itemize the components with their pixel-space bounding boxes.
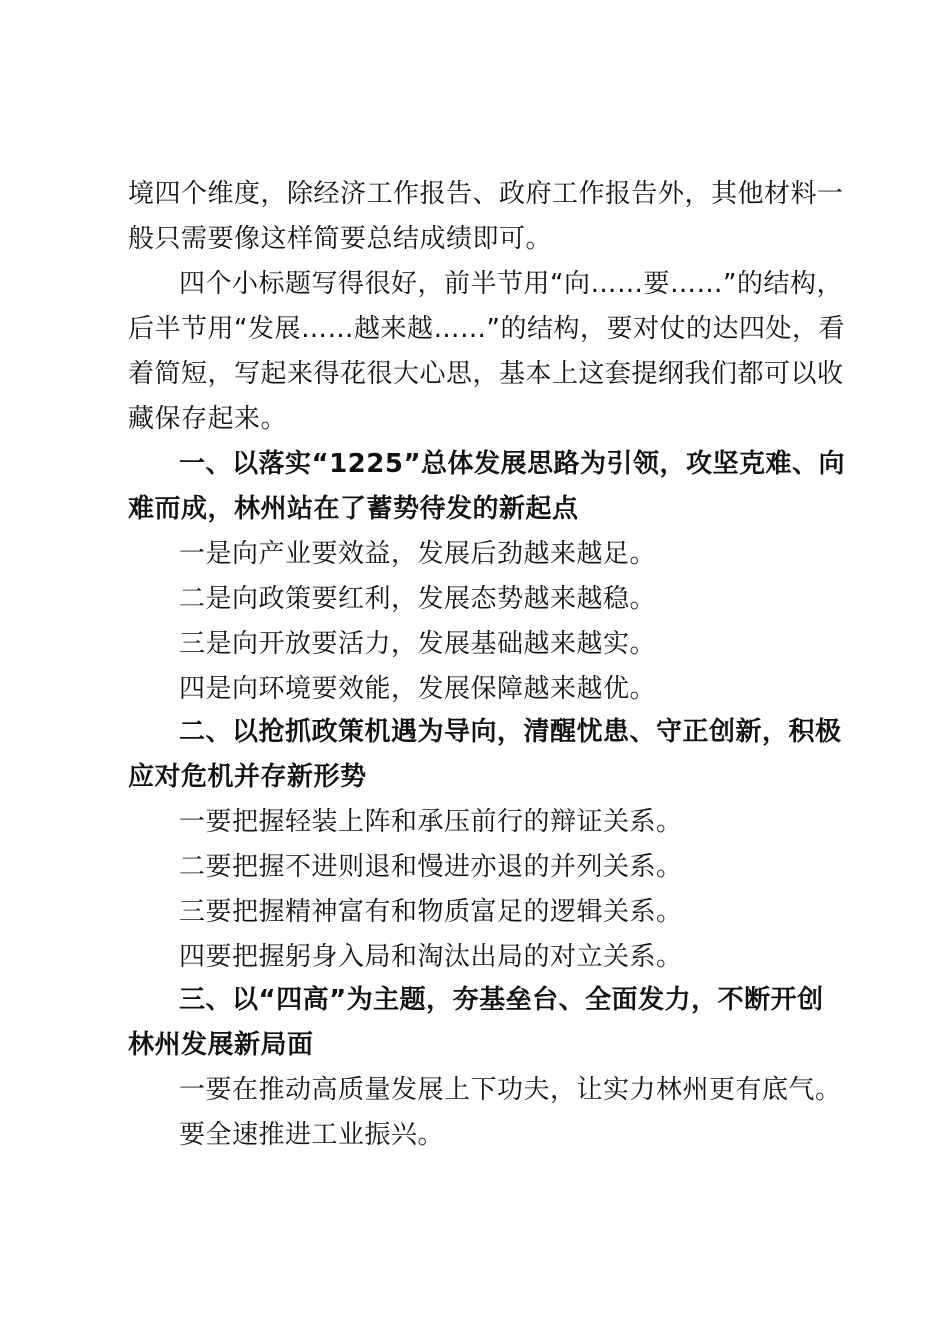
list-item: 要全速推进工业振兴。 <box>179 1120 445 1150</box>
list-item: 一是向产业要效益，发展后劲越来越足。 <box>179 539 657 569</box>
list-item: 一要在推动高质量发展上下功夫，让实力林州更有底气。 <box>179 1075 842 1105</box>
paragraph-line: 般只需要像这样简要总结成绩即可。 <box>128 224 553 254</box>
paragraph-line: 藏保存起来。 <box>128 404 288 434</box>
paragraph-line: 境四个维度，除经济工作报告、政府工作报告外，其他材料一 <box>128 179 844 209</box>
paragraph-line: 后半节用“发展……越来越……”的结构，要对仗的达四处，看 <box>128 314 845 344</box>
list-item: 二要把握不进则退和慢进亦退的并列关系。 <box>179 852 683 882</box>
list-item: 四要把握躬身入局和淘汰出局的对立关系。 <box>179 942 683 972</box>
list-item: 四是向环境要效能，发展保障越来越优。 <box>179 674 657 704</box>
section-heading-2: 二、以抢抓政策机遇为导向，清醒忧患、守正创新，积极 <box>179 717 842 747</box>
list-item: 三是向开放要活力，发展基础越来越实。 <box>179 629 657 659</box>
list-item: 二是向政策要红利，发展态势越来越稳。 <box>179 584 657 614</box>
section-heading-3-cont: 林州发展新局面 <box>128 1030 314 1060</box>
section-heading-2-cont: 应对危机并存新形势 <box>128 762 367 792</box>
section-heading-1-cont: 难而成，林州站在了蓄势待发的新起点 <box>128 494 579 524</box>
section-heading-3: 三、以“四高”为主题，夯基垒台、全面发力，不断开创 <box>179 985 824 1015</box>
section-heading-1: 一、以落实“1225”总体发展思路为引领，攻坚克难、向 <box>179 449 846 479</box>
list-item: 三要把握精神富有和物质富足的逻辑关系。 <box>179 897 683 927</box>
list-item: 一要把握轻装上阵和承压前行的辩证关系。 <box>179 807 683 837</box>
paragraph-line: 着简短，写起来得花很大心思，基本上这套提纲我们都可以收 <box>128 359 844 389</box>
paragraph-line: 四个小标题写得很好，前半节用“向……要……”的结构， <box>179 269 843 299</box>
